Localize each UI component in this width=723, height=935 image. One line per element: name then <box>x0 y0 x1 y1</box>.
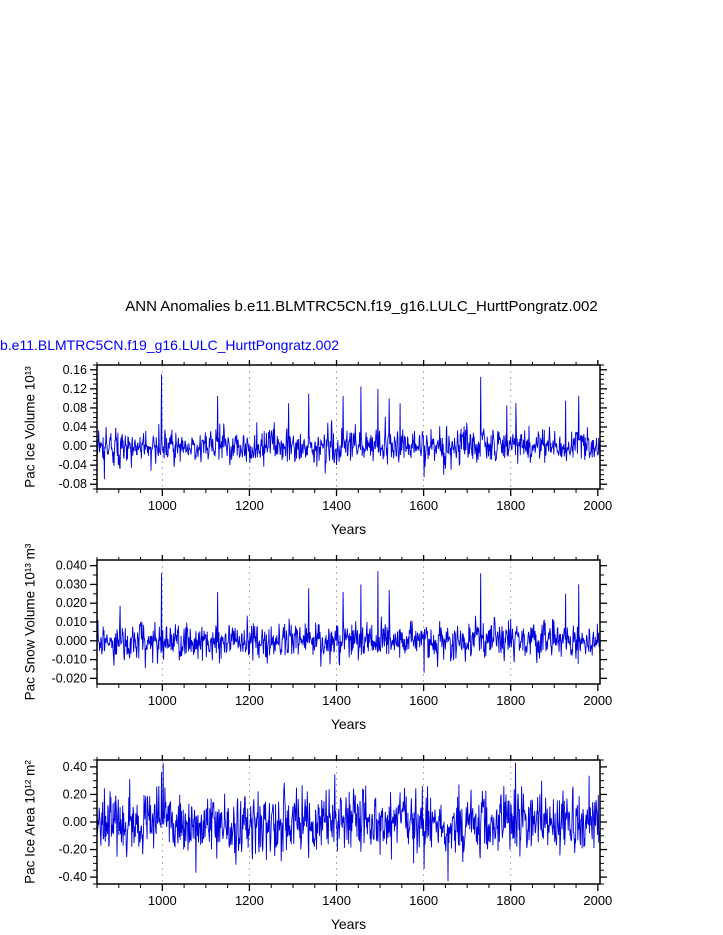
chart-title: ANN Anomalies b.e11.BLMTRC5CN.f19_g16.LULC_HurttPongratz.002 <box>125 298 598 315</box>
x-axis-title: Years <box>330 716 367 732</box>
x-tick-label: 1600 <box>409 893 439 908</box>
y-tick-label: 0.16 <box>62 362 87 377</box>
plot-pac-ice-volume <box>0 357 723 547</box>
plot-frame <box>97 365 600 489</box>
panel-pac-ice-area <box>0 752 723 935</box>
x-tick-label: 2000 <box>583 693 613 708</box>
x-axis-title: Years <box>330 916 367 932</box>
x-tick-label: 1200 <box>234 498 264 513</box>
x-tick-label: 1200 <box>234 693 264 708</box>
y-tick-label: 0.00 <box>62 815 87 829</box>
x-tick-label: 1200 <box>234 893 264 908</box>
x-tick-label: 1400 <box>322 893 351 908</box>
y-tick-label: 0.010 <box>55 615 87 629</box>
x-tick-label: 1000 <box>147 498 177 513</box>
y-tick-label: 0.04 <box>62 420 87 434</box>
x-tick-label: 1000 <box>147 693 177 708</box>
y-axis-label-pac-ice-area: Pac Ice Area 10¹² m² <box>22 760 38 884</box>
x-tick-label: 1800 <box>496 693 526 708</box>
x-tick-label: 1600 <box>409 498 439 513</box>
x-tick-label: 1000 <box>147 893 177 908</box>
y-tick-label: 0.000 <box>55 633 87 648</box>
plot-pac-snow-volume <box>0 552 723 742</box>
y-axis-label-pac-snow-volume: Pac Snow Volume 10¹³ m³ <box>22 543 38 701</box>
y-tick-label: -0.04 <box>58 458 87 473</box>
x-tick-label: 2000 <box>583 893 613 908</box>
y-tick-label: -0.40 <box>58 870 87 885</box>
y-tick-label: -0.20 <box>58 842 87 857</box>
plot-frame <box>97 560 600 684</box>
data-series-line <box>97 763 600 881</box>
x-tick-label: 2000 <box>583 498 613 513</box>
y-axis-label-pac-ice-volume: Pac Ice Volume 10¹³ <box>22 366 38 488</box>
y-tick-label: 0.040 <box>55 558 87 573</box>
x-tick-label: 1800 <box>496 893 526 908</box>
y-tick-label: -0.020 <box>51 671 87 686</box>
y-tick-label: 0.12 <box>62 381 87 396</box>
x-tick-label: 1400 <box>322 498 351 513</box>
x-axis-title: Years <box>330 521 367 537</box>
x-tick-label: 1800 <box>496 498 526 513</box>
panel-pac-snow-volume <box>0 543 723 742</box>
y-tick-label: 0.020 <box>55 596 87 611</box>
y-tick-label: 0.40 <box>62 759 87 774</box>
y-tick-label: -0.010 <box>51 652 87 667</box>
chart-subtitle: b.e11.BLMTRC5CN.f19_g16.LULC_HurttPongratz.002 <box>0 337 340 353</box>
plot-pac-ice-area <box>0 752 723 935</box>
data-series-line <box>97 571 600 672</box>
x-tick-label: 1400 <box>322 693 351 708</box>
x-tick-label: 1600 <box>409 693 439 708</box>
y-tick-label: 0.00 <box>62 439 87 454</box>
y-tick-label: 0.20 <box>62 787 87 802</box>
y-tick-label: -0.08 <box>58 477 87 492</box>
y-tick-label: 0.030 <box>55 577 87 592</box>
data-series-line <box>97 375 600 480</box>
y-tick-label: 0.08 <box>62 400 87 415</box>
panel-pac-ice-volume <box>0 357 723 547</box>
